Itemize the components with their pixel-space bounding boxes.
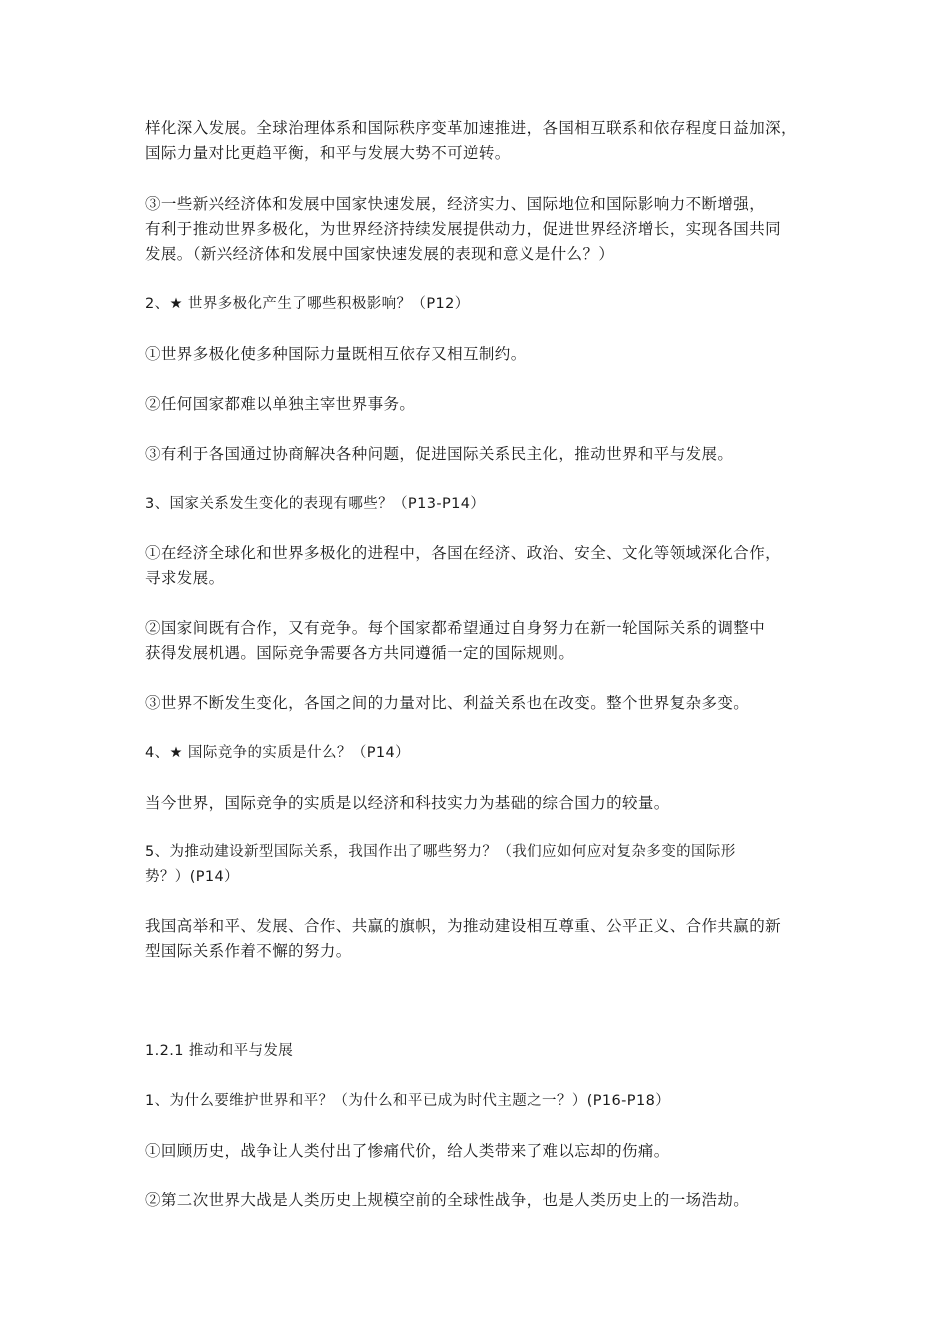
list-item-line: 有利于推动世界多极化，为世界经济持续发展提供动力，促进世界经济增长，实现各国共同 [145,220,782,238]
question-heading: 1、为什么要维护世界和平？（为什么和平已成为时代主题之一？）(P16-P18） [145,1093,671,1109]
question-heading: 2、★ 世界多极化产生了哪些积极影响？（P12） [145,296,470,312]
paragraph-line: 我国高举和平、发展、合作、共赢的旗帜，为推动建设相互尊重、公平正义、合作共赢的新 [145,917,782,935]
list-item-line: 发展。（新兴经济体和发展中国家快速发展的表现和意义是什么？） [145,245,615,263]
question-heading: 5、为推动建设新型国际关系，我国作出了哪些努力？（我们应如何应对复杂多变的国际形 [145,844,736,860]
paragraph-line: 当今世界，国际竞争的实质是以经济和科技实力为基础的综合国力的较量。 [145,794,670,812]
paragraph-line: 样化深入发展。全球治理体系和国际秩序变革加速推进，各国相互联系和依存程度日益加深， [145,119,797,137]
list-item-line: 获得发展机遇。国际竞争需要各方共同遵循一定的国际规则。 [145,644,575,662]
question-heading: 4、★ 国际竞争的实质是什么？（P14） [145,745,411,761]
list-item-line: ②国家间既有合作，又有竞争。每个国家都希望通过自身努力在新一轮国际关系的调整中 [145,619,766,637]
paragraph-line: 型国际关系作着不懈的努力。 [145,942,352,960]
list-item-line: ③有利于各国通过协商解决各种问题，促进国际关系民主化，推动世界和平与发展。 [145,445,734,463]
list-item-line: ③世界不断发生变化，各国之间的力量对比、利益关系也在改变。整个世界复杂多变。 [145,694,750,712]
list-item-line: 寻求发展。 [145,569,225,587]
section-heading: 1.2.1 推动和平与发展 [145,1043,294,1059]
list-item-line: ①回顾历史，战争让人类付出了惨痛代价，给人类带来了难以忘却的伤痛。 [145,1142,670,1160]
list-item-line: ①在经济全球化和世界多极化的进程中，各国在经济、政治、安全、文化等领域深化合作， [145,544,782,562]
question-heading: 势？）(P14） [145,869,240,885]
paragraph-line: 国际力量对比更趋平衡，和平与发展大势不可逆转。 [145,144,511,162]
question-heading: 3、国家关系发生变化的表现有哪些？（P13-P14） [145,496,486,512]
list-item-line: ②任何国家都难以单独主宰世界事务。 [145,395,416,413]
list-item-line: ③一些新兴经济体和发展中国家快速发展，经济实力、国际地位和国际影响力不断增强， [145,195,766,213]
list-item-line: ①世界多极化使多种国际力量既相互依存又相互制约。 [145,345,527,363]
list-item-line: ②第二次世界大战是人类历史上规模空前的全球性战争，也是人类历史上的一场浩劫。 [145,1191,750,1209]
